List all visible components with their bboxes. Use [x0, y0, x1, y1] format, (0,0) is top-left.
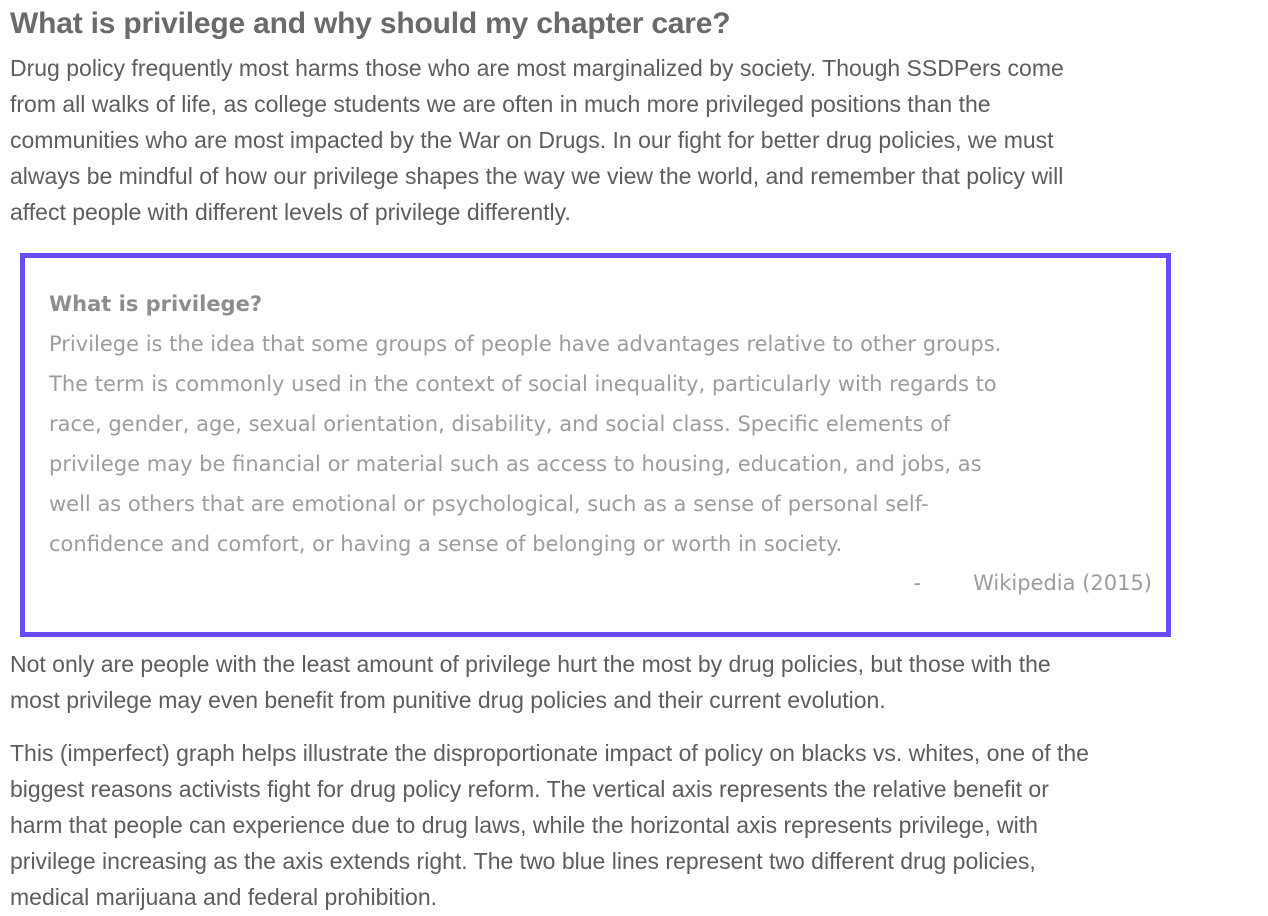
intro-line: Drug policy frequently most harms those who are most marginalized by society. Though SSDPers come: [10, 55, 1064, 81]
paragraph-line: privilege increasing as the axis extends right. The two blue lines represent two different drug policies,: [10, 848, 1036, 874]
graph-description-paragraph: [10, 735, 1089, 915]
paragraph-line: biggest reasons activists fight for drug policy reform. The vertical axis represents the relative benefit or: [10, 776, 1049, 802]
intro-line: from all walks of life, as college students we are often in much more privileged positions than the: [10, 91, 991, 117]
paragraph-line: Not only are people with the least amount of privilege hurt the most by drug policies, but those with the: [10, 651, 1051, 677]
quote-line: Privilege is the idea that some groups of people have advantages relative to other groups.: [49, 332, 1002, 356]
privilege-definition-quote-box: [20, 253, 1171, 637]
attribution-source: Wikipedia (2015): [973, 571, 1152, 595]
paragraph-line: medical marijuana and federal prohibition.: [10, 884, 438, 910]
intro-line: communities who are most impacted by the War on Drugs. In our fight for better drug policies, we must: [10, 127, 1054, 153]
quote-body: [49, 324, 1159, 564]
attribution-dash: -: [913, 571, 922, 595]
quote-line: privilege may be financial or material such as access to housing, education, and jobs, as: [49, 452, 982, 476]
intro-paragraph: [10, 50, 1064, 230]
paragraph-line: harm that people can experience due to drug laws, while the horizontal axis represents privilege, with: [10, 812, 1038, 838]
paragraph-line: most privilege may even benefit from punitive drug policies and their current evolution.: [10, 687, 886, 713]
section-heading: What is privilege and why should my chapter care?: [10, 7, 731, 40]
quote-attribution: [914, 563, 1153, 603]
quote-line: race, gender, age, sexual orientation, disability, and social class. Specific elements of: [49, 412, 951, 436]
intro-line: always be mindful of how our privilege shapes the way we view the world, and remember that policy will: [10, 163, 1064, 189]
quote-line: confidence and comfort, or having a sense of belonging or worth in society.: [49, 532, 843, 556]
quote-line: well as others that are emotional or psychological, such as a sense of personal self-: [49, 492, 929, 516]
paragraph-line: This (imperfect) graph helps illustrate the disproportionate impact of policy on blacks vs. whites, one of the: [10, 740, 1089, 766]
intro-line: affect people with different levels of privilege differently.: [10, 199, 571, 225]
quote-title: What is privilege?: [49, 292, 263, 316]
quote-content: [49, 284, 1159, 564]
privilege-impact-paragraph: [10, 646, 1051, 718]
quote-line: The term is commonly used in the context of social inequality, particularly with regards to: [49, 372, 997, 396]
